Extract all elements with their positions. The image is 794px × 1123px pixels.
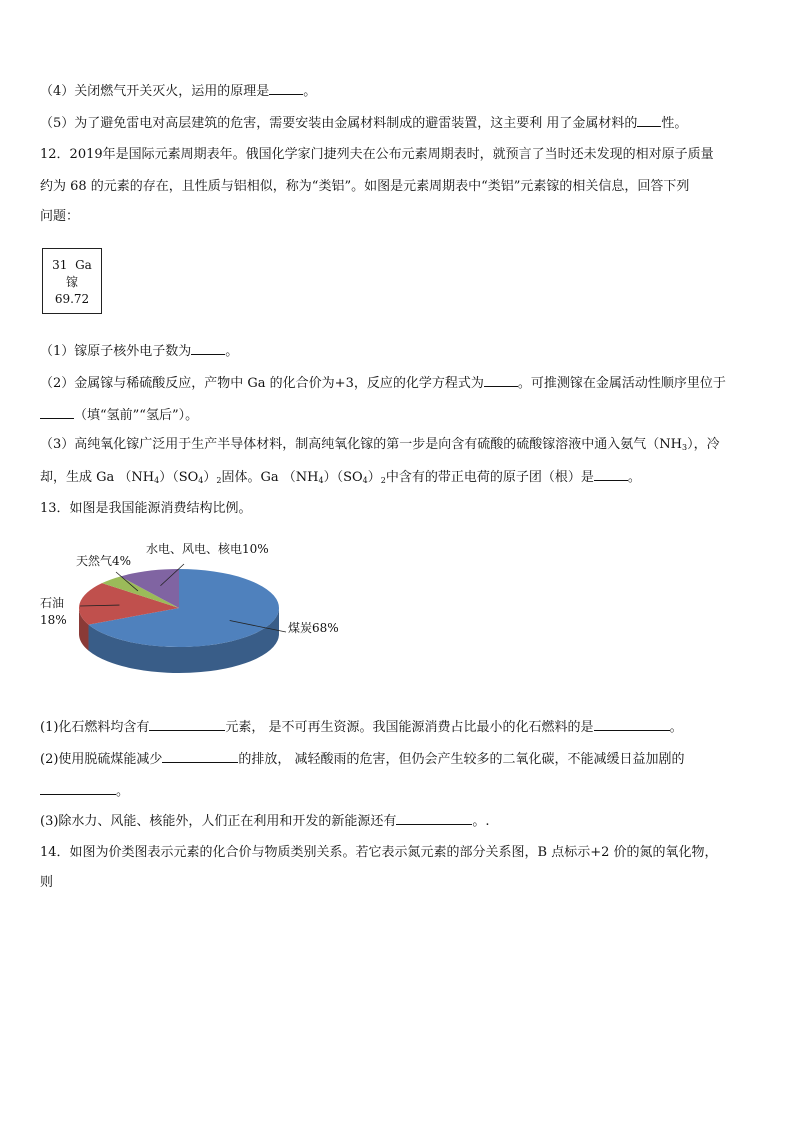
q12-part3-line2: 却，生成 Ga $(NH_4)(SO_4)_2$固体。Ga $(NH_4)(SO_4)_2$中含有的带正电荷的原子团（根）是 。 xyxy=(40,470,641,485)
label-oil-name: 石油 xyxy=(40,596,65,610)
q13-part3: (3)除水力、风能、核能外，人们正在利用和开发的新能源还有 。. xyxy=(40,814,490,829)
q14-stem-line2: 则 xyxy=(40,875,54,890)
q13-stem: 13．如图是我国能源消费结构比例。 xyxy=(40,501,252,516)
answer-blank[interactable] xyxy=(594,718,670,731)
answer-blank[interactable] xyxy=(191,342,225,355)
periodic-table-cell xyxy=(42,248,102,314)
q11-part5-text: （5）为了避免雷电对高层建筑的危害，需要安装由金属材料制成的避雷装置，这主要利 用了金属材料的 xyxy=(40,116,638,131)
q13-part2: (2)使用脱硫煤能减少 的排放， 减轻酸雨的危害，但仍会产生较多的二氧化碳，不能减缓日益加剧的 xyxy=(40,752,685,767)
q11-part5: （5）为了避免雷电对高层建筑的危害，需要安装由金属材料制成的避雷装置，这主要利 用了金属材料的 性。 xyxy=(40,116,688,131)
label-oil-percent: 18% xyxy=(40,613,67,627)
answer-blank[interactable] xyxy=(40,782,116,795)
q14-stem-line1: 14．如图为价类图表示元素的化合价与物质类别关系。若它表示氮元素的部分关系图，B 点标示+2 价的氮的氧化物， xyxy=(40,845,718,860)
q12-part2-line2: （填“氢前”“氢后”）。 xyxy=(40,406,198,425)
q12-stem-line3: 问题： xyxy=(40,209,80,224)
element-name: 镓 xyxy=(65,275,78,289)
label-hydro-wind-nuclear: 水电、风电、核电10% xyxy=(146,542,269,556)
q13-part2-line2: 。 xyxy=(40,782,129,801)
answer-blank[interactable] xyxy=(40,406,74,419)
label-coal: 煤炭68% xyxy=(288,621,339,635)
q12-part2-line1: （2）金属镓与稀硫酸反应，产物中 Ga 的化合价为+3，反应的化学方程式为 。可推测镓在金属活动性顺序里位于 xyxy=(40,376,726,391)
label-natural-gas: 天然气4% xyxy=(76,554,132,568)
answer-blank[interactable] xyxy=(269,82,303,95)
q11-part4-text: （4）关闭燃气开关灭火，运用的原理是 xyxy=(40,84,270,99)
answer-blank[interactable] xyxy=(594,468,628,481)
element-symbol: Ga xyxy=(75,258,92,272)
q12-stem-line2: 约为 68 的元素的存在，且性质与铝相似，称为“类铝”。如图是元素周期表中“类铝”元素镓的相关信息，回答下列 xyxy=(40,179,690,194)
q13-part1: (1)化石燃料均含有 元素， 是不可再生资源。我国能源消费占比最小的化石燃料的是 。 xyxy=(40,720,683,735)
atomic-number: 31 xyxy=(52,258,68,272)
element-number-symbol xyxy=(43,257,101,274)
energy-pie-chart xyxy=(36,536,356,700)
q12-part3-line1: （3）高纯氧化镓广泛用于生产半导体材料，制高纯氧化镓的第一步是向含有硫酸的硫酸镓溶液中通入氨气$(NH_3)$，冷 xyxy=(40,437,720,452)
answer-blank[interactable] xyxy=(396,812,472,825)
q12-part1: （1）镓原子核外电子数为 。 xyxy=(40,344,239,359)
q12-stem-line1: 12．2019年是国际元素周期表年。俄国化学家门捷列夫在公布元素周期表时，就预言了当时还未发现的相对原子质量 xyxy=(40,147,714,162)
q11-part4: （4）关闭燃气开关灭火，运用的原理是 。 xyxy=(40,84,317,99)
atomic-mass: 69.72 xyxy=(54,292,90,306)
answer-blank[interactable] xyxy=(162,750,238,763)
answer-blank[interactable] xyxy=(149,718,225,731)
answer-blank[interactable] xyxy=(637,114,661,127)
answer-blank[interactable] xyxy=(484,374,518,387)
